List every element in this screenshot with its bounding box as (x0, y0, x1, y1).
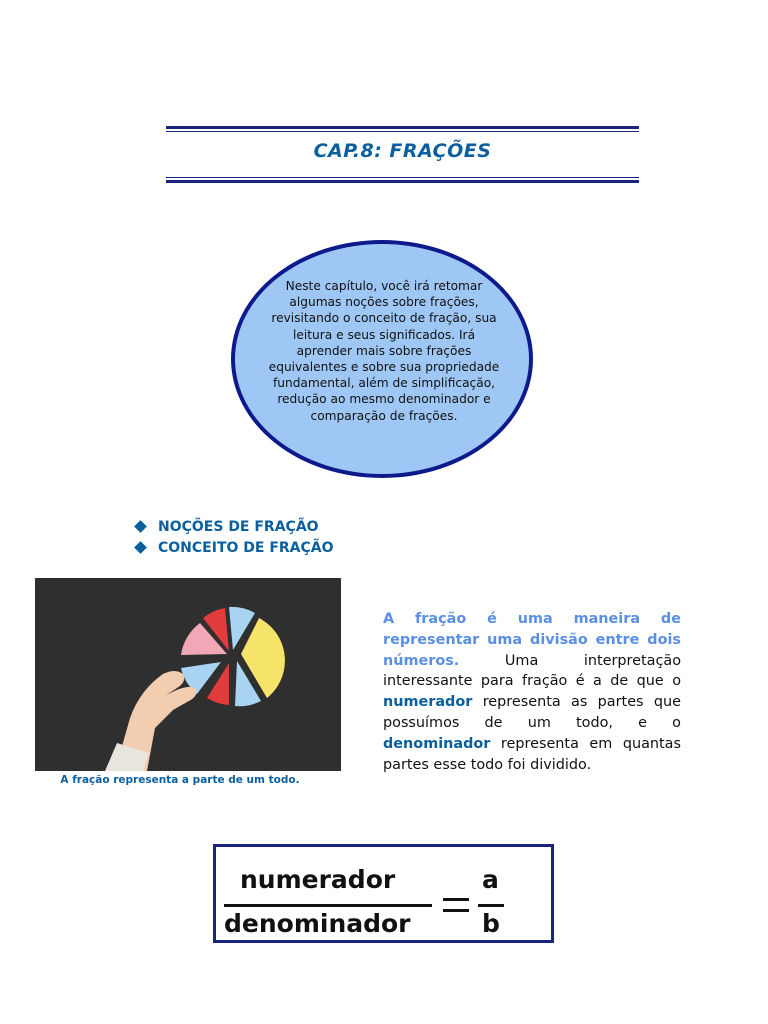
topic-item (133, 537, 334, 558)
definition-highlight: A fração é uma maneira de representar uma divisão entre dois números. (383, 611, 681, 669)
diamond-bullet-icon (134, 541, 147, 554)
formula-numerator-symbol: a (482, 865, 499, 894)
topic-list (133, 516, 334, 558)
chapter-title: CAP.8: FRAÇÕES (313, 140, 492, 162)
formula-box (213, 844, 554, 943)
topic-label: NOÇÕES DE FRAÇÃO (158, 518, 319, 535)
title-rule-top-thick (166, 126, 639, 129)
title-rule-top-thin (166, 131, 639, 132)
diamond-bullet-icon (134, 520, 147, 533)
denominator-term: denominador (383, 735, 491, 752)
definition-text-1: Uma interpretação interessante para fração é a de que o (383, 652, 681, 690)
title-rule-bottom-thick (166, 180, 639, 183)
figure-caption: A fração representa a parte de um todo. (60, 774, 300, 786)
definition-paragraph (383, 609, 681, 775)
title-rule-bottom-thin (166, 177, 639, 178)
formula-denominator-symbol: b (482, 909, 500, 938)
fraction-bar-right (478, 904, 504, 907)
equals-sign-top (443, 898, 469, 901)
topic-label: CONCEITO DE FRAÇÃO (158, 539, 334, 556)
intro-text: Neste capítulo, você irá retomar algumas noções sobre frações, revisitando o conceito de fração, sua leitura e seus significados. Irá aprender mais sobre frações equivalentes e sobre sua propriedade fundamental, além de simplificação, redução ao mesmo denominador e comparação de frações. (268, 279, 500, 423)
fraction-pie-photo (35, 578, 341, 771)
equals-sign-bottom (443, 909, 469, 912)
formula-numerator-word: numerador (240, 865, 396, 894)
formula-denominator-word: denominador (224, 909, 411, 938)
definition-text-2: representa as partes que possuímos de um todo, e o (383, 694, 681, 731)
definition-text-3: representa em quantas partes esse todo foi dividido. (383, 735, 681, 773)
numerator-term: numerador (383, 694, 473, 711)
fraction-pie-illustration (35, 578, 341, 771)
topic-item (133, 516, 334, 537)
fraction-bar-left (224, 904, 432, 907)
